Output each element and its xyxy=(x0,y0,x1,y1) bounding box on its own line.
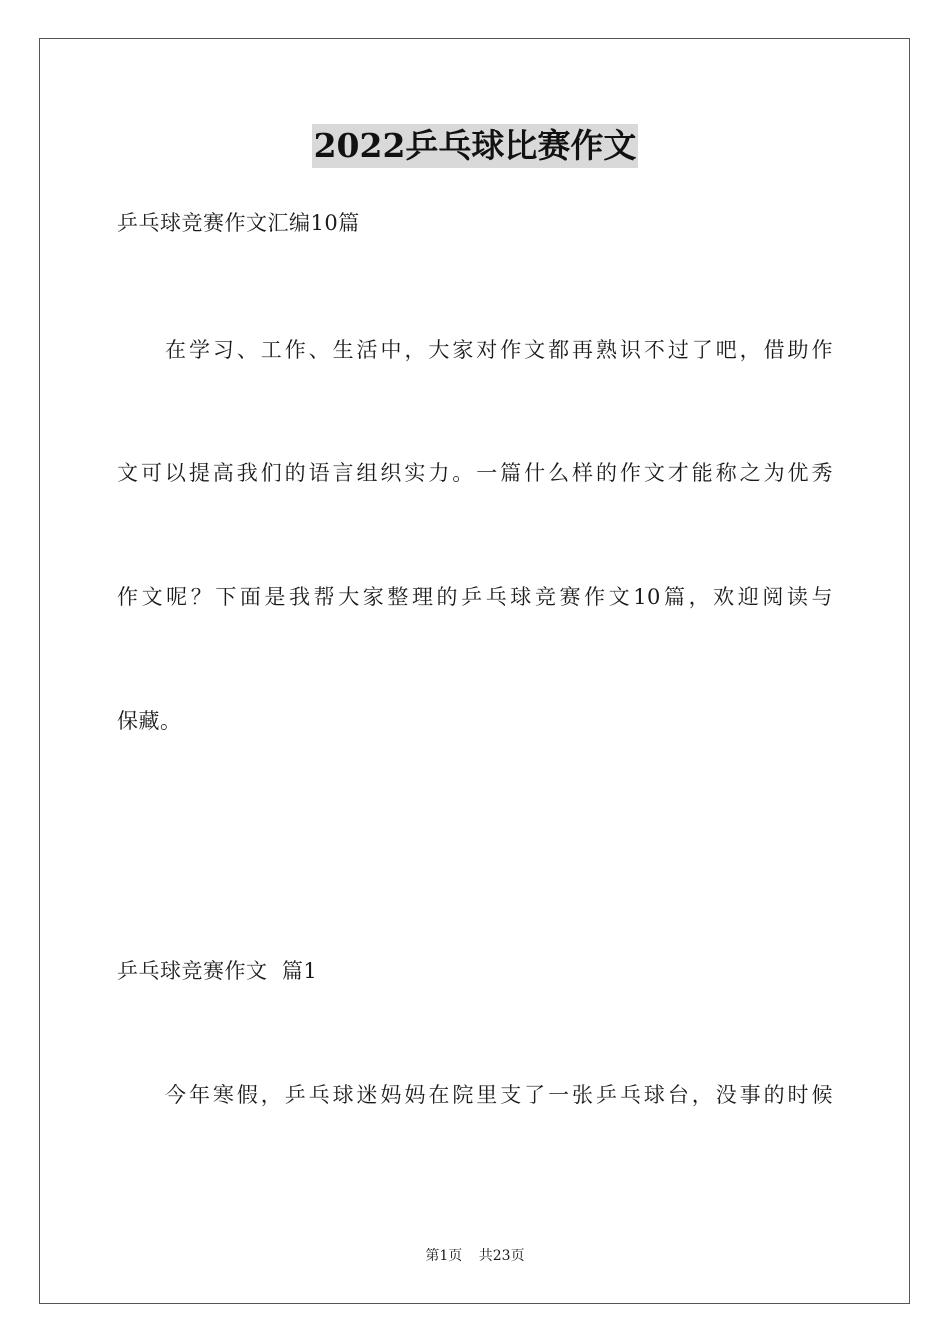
section-line-1: 今年寒假，乒乓球迷妈妈在院里支了一张乒乓球台，没事的时候 xyxy=(165,1083,833,1107)
intro-line-1: 在学习、工作、生活中，大家对作文都再熟识不过了吧，借助作 xyxy=(165,338,833,362)
intro-line-2: 文可以提高我们的语言组织实力。一篇什么样的作文才能称之为优秀 xyxy=(117,461,833,485)
page-number-total: 共23页 xyxy=(478,1248,525,1264)
intro-line-4: 保藏。 xyxy=(117,709,182,733)
intro-line-3: 作文呢？下面是我帮大家整理的乒乓球竞赛作文10篇，欢迎阅读与 xyxy=(117,585,833,609)
document-subtitle: 乒乓球竞赛作文汇编10篇 xyxy=(117,211,360,235)
document-title: 2022乒乓球比赛作文 xyxy=(312,124,639,168)
page-footer xyxy=(0,1246,950,1266)
page-number-current: 第1页 xyxy=(425,1248,463,1264)
title-container xyxy=(0,124,950,168)
section-heading: 乒乓球竞赛作文 篇1 xyxy=(117,959,318,983)
